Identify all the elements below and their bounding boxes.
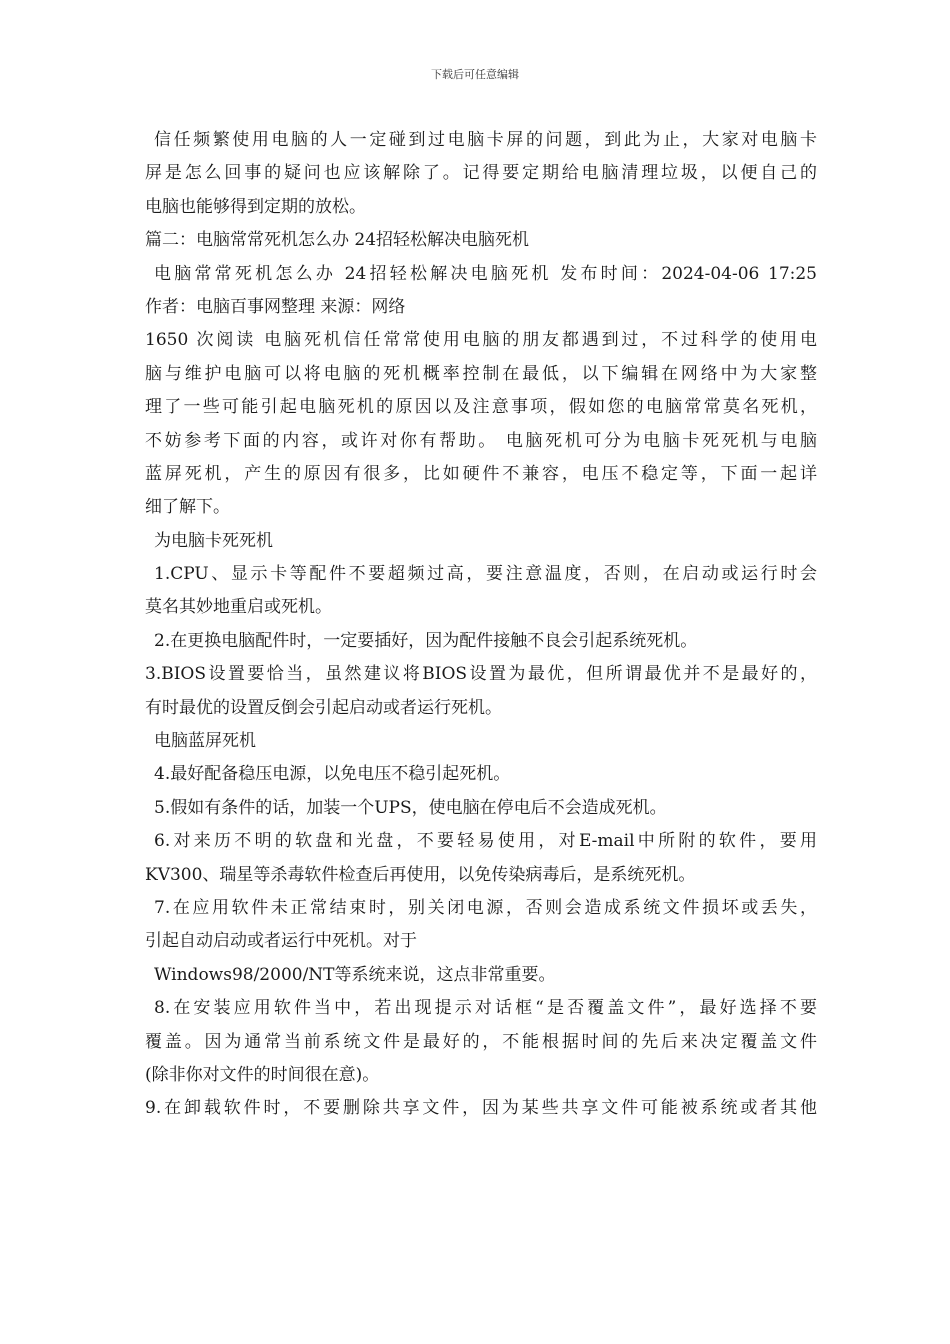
text-line: 1.CPU、显示卡等配件不要超频过高，要注意温度，否则，在启动或运行时会 — [154, 564, 817, 585]
text-line: 不妨参考下面的内容，或许对你有帮助。 电脑死机可分为电脑卡死死机与电脑 — [145, 430, 817, 451]
text-line: 7.在应用软件未正常结束时，别关闭电源，否则会造成系统文件损坏或丢失， — [154, 897, 817, 918]
text-line: 屏是怎么回事的疑问也应该解除了。记得要定期给电脑清理垃圾，以便自己的 — [145, 163, 817, 184]
text-line: 8.在安装应用软件当中，若出现提示对话框“是否覆盖文件”，最好选择不要 — [154, 998, 817, 1019]
text-line: 覆盖。因为通常当前系统文件是最好的，不能根据时间的先后来决定覆盖文件 — [145, 1031, 817, 1052]
text-line: 电脑蓝屏死机 — [154, 731, 256, 752]
text-line: 电脑也能够得到定期的放松。 — [145, 196, 366, 217]
text-line: 蓝屏死机，产生的原因有很多，比如硬件不兼容，电压不稳定等，下面一起详 — [145, 463, 817, 484]
text-line: 为电脑卡死死机 — [154, 530, 273, 551]
text-line: 电脑常常死机怎么办 24招轻松解决电脑死机 发布时间：2024-04-06 17:25 — [154, 263, 817, 284]
text-line: 作者：电脑百事网整理 来源：网络 — [145, 296, 406, 317]
document-body — [145, 124, 817, 1126]
text-line: 细了解下。 — [145, 497, 230, 518]
text-line: 有时最优的设置反倒会引起启动或者运行死机。 — [145, 697, 502, 718]
text-line: 理了一些可能引起电脑死机的原因以及注意事项，假如您的电脑常常莫名死机， — [145, 397, 817, 418]
text-line: 9.在卸载软件时，不要删除共享文件，因为某些共享文件可能被系统或者其他 — [145, 1098, 817, 1119]
page-header: 下载后可任意编辑 — [431, 68, 519, 81]
text-line: 5.假如有条件的话，加装一个UPS，使电脑在停电后不会造成死机。 — [154, 797, 667, 818]
text-line: (除非你对文件的时间很在意)。 — [145, 1064, 380, 1085]
text-line: 信任频繁使用电脑的人一定碰到过电脑卡屏的问题，到此为止，大家对电脑卡 — [154, 130, 817, 150]
text-line: 莫名其妙地重启或死机。 — [145, 597, 332, 618]
text-line: 引起自动启动或者运行中死机。对于 — [145, 931, 417, 952]
text-line: 4.最好配备稳压电源，以免电压不稳引起死机。 — [154, 764, 511, 785]
text-line: 6.对来历不明的软盘和光盘，不要轻易使用，对E-mail中所附的软件，要用 — [154, 831, 817, 852]
text-line: 3.BIOS设置要恰当，虽然建议将BIOS设置为最优，但所谓最优并不是最好的， — [145, 664, 817, 685]
text-line: 篇二：电脑常常死机怎么办 24招轻松解决电脑死机 — [145, 230, 530, 251]
text-line: Windows98/2000/NT等系统来说，这点非常重要。 — [154, 964, 556, 985]
text-line: KV300、瑞星等杀毒软件检查后再使用，以免传染病毒后，是系统死机。 — [145, 864, 696, 885]
text-line: 2.在更换电脑配件时，一定要插好，因为配件接触不良会引起系统死机。 — [154, 630, 698, 651]
text-line: 1650 次阅读 电脑死机信任常常使用电脑的朋友都遇到过，不过科学的使用电 — [145, 330, 817, 351]
text-line: 脑与维护电脑可以将电脑的死机概率控制在最低，以下编辑在网络中为大家整 — [145, 363, 817, 384]
